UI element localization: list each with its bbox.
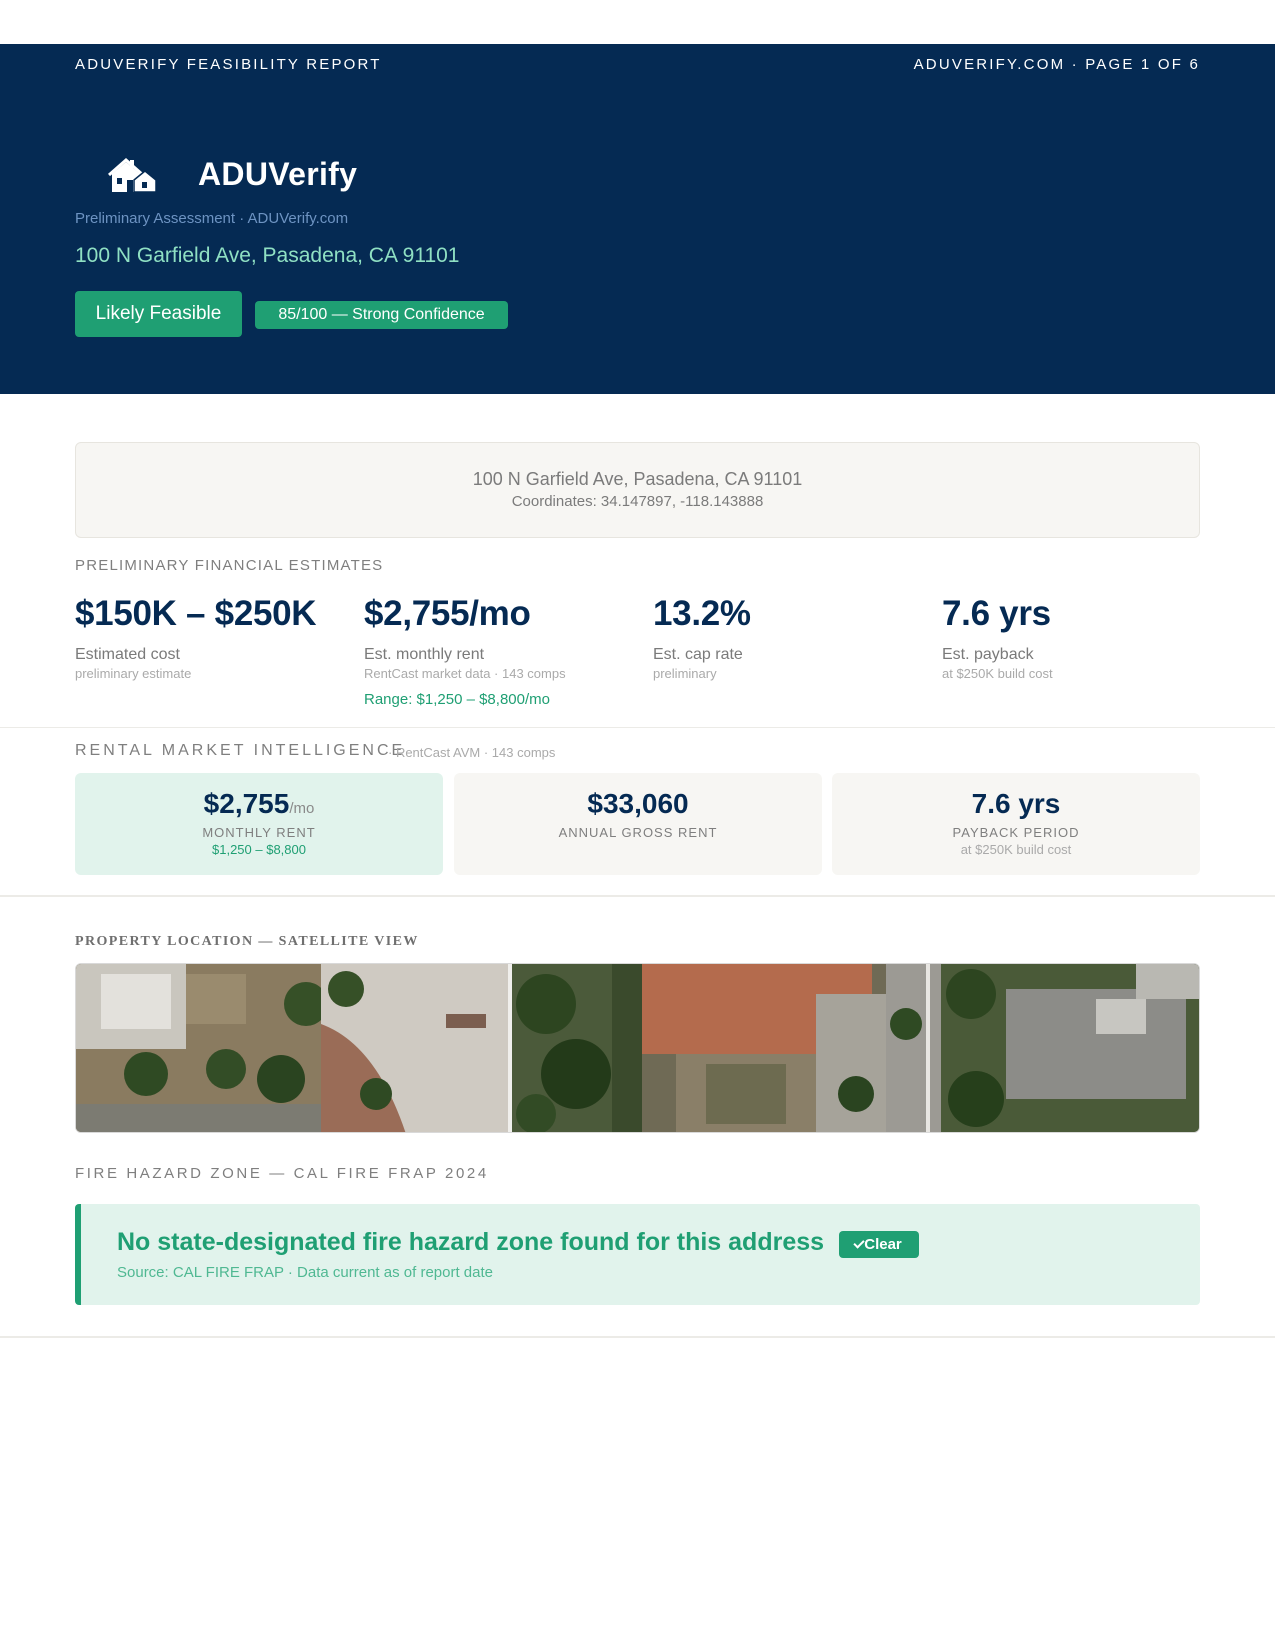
- report-header: [0, 44, 1275, 394]
- brand: [108, 154, 357, 194]
- monthly-rent-card: [75, 773, 443, 875]
- metric-sub: RentCast market data · 143 comps: [364, 666, 566, 681]
- header-topbar: [75, 56, 1200, 73]
- location-section-title: PROPERTY LOCATION — SATELLITE VIEW: [75, 934, 419, 949]
- divider: [0, 895, 1275, 897]
- metric-sub: preliminary estimate: [75, 666, 192, 681]
- metric-label: Est. payback: [942, 646, 1034, 663]
- card-value: $33,060: [587, 788, 689, 819]
- rental-section-note: · RentCast AVM · 143 comps: [388, 745, 556, 760]
- metric-value: $2,755/mo: [364, 594, 531, 633]
- divider: [0, 1336, 1275, 1338]
- metric-value: 13.2%: [653, 594, 751, 633]
- feasibility-status-badge: Likely Feasible: [75, 291, 242, 337]
- card-caption: ANNUAL GROSS RENT: [558, 825, 718, 840]
- card-caption: PAYBACK PERIOD: [952, 825, 1080, 840]
- satellite-map-graphic: [76, 964, 1200, 1133]
- card-value: $2,755/mo: [203, 788, 315, 819]
- satellite-image: [75, 963, 1200, 1133]
- financial-section-title: PRELIMINARY FINANCIAL ESTIMATES: [75, 557, 384, 574]
- card-sub: $1,250 – $8,800: [212, 842, 306, 857]
- metric-payback: [942, 594, 1212, 681]
- metric-estimated-cost: [75, 594, 345, 681]
- metric-label: Est. cap rate: [653, 646, 743, 663]
- payback-period-card: [832, 773, 1200, 875]
- divider: [0, 727, 1275, 728]
- brand-name: ADUVerify: [198, 155, 358, 192]
- confidence-score-badge: 85/100 — Strong Confidence: [255, 301, 508, 329]
- metric-value: 7.6 yrs: [942, 594, 1051, 633]
- metric-sub: at $250K build cost: [942, 666, 1053, 681]
- metric-label: Est. monthly rent: [364, 646, 485, 663]
- fire-hazard-source: Source: CAL FIRE FRAP · Data current as of report date: [117, 1264, 493, 1281]
- fire-hazard-title: No state-designated fire hazard zone found for this address: [117, 1228, 825, 1256]
- metric-value: $150K – $250K: [75, 594, 317, 633]
- fire-badge-label: Clear: [864, 1236, 902, 1253]
- fire-hazard-result: [75, 1204, 1200, 1305]
- report-title: ADUVERIFY FEASIBILITY REPORT: [75, 56, 382, 73]
- card-value: 7.6 yrs: [971, 788, 1061, 819]
- metric-label: Estimated cost: [75, 646, 180, 663]
- address-card: [75, 442, 1200, 538]
- property-address: 100 N Garfield Ave, Pasadena, CA 91101: [75, 244, 460, 267]
- metric-sub: preliminary: [653, 666, 717, 681]
- metric-cap-rate: [653, 594, 923, 681]
- card-caption: MONTHLY RENT: [202, 825, 316, 840]
- house-icon: [108, 154, 156, 194]
- fire-clear-badge: [839, 1231, 919, 1258]
- address-card-address: 100 N Garfield Ave, Pasadena, CA 91101: [472, 469, 803, 489]
- address-card-coordinates: Coordinates: 34.147897, -118.143888: [511, 493, 764, 510]
- card-sub: at $250K build cost: [960, 842, 1072, 857]
- report-subtitle: Preliminary Assessment · ADUVerify.com: [75, 210, 349, 227]
- page-info: ADUVERIFY.COM · PAGE 1 OF 6: [913, 56, 1200, 73]
- metric-monthly-rent: [364, 594, 634, 708]
- rental-section-title: RENTAL MARKET INTELLIGENCE: [75, 742, 406, 759]
- metric-range: Range: $1,250 – $8,800/mo: [364, 691, 550, 708]
- card-unit: /mo: [289, 800, 315, 817]
- annual-gross-rent-card: [454, 773, 822, 875]
- fire-section-title: FIRE HAZARD ZONE — CAL FIRE FRAP 2024: [75, 1165, 489, 1182]
- check-icon: [854, 1237, 865, 1248]
